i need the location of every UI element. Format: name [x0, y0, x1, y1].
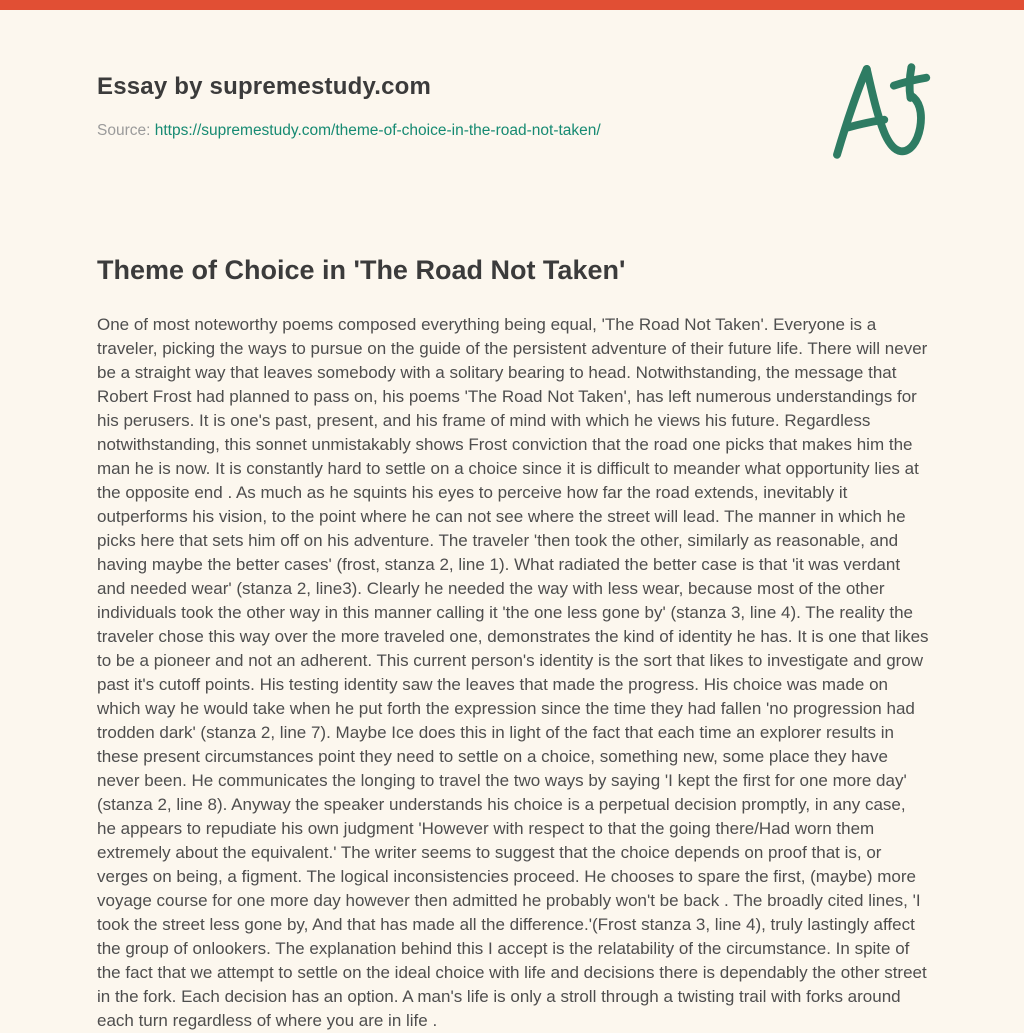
- essay-body-text: One of most noteworthy poems composed everything being equal, 'The Road Not Taken'. Everyone is a traveler, picking the ways to pursue on the guide of the persistent adventure of their future life. There will never be a straight way that leaves somebody with a solitary bearing to head. Notwithstanding, the message that Robert Frost had planned to pass on, his poems 'The Road Not Taken', has left numerous understandings for his perusers. It is one's past, present, and his frame of mind with which he views his future. Regardless notwithstanding, this sonnet unmistakably shows Frost conviction that the road one picks that makes him the man he is now. It is constantly hard to settle on a choice since it is difficult to meander what opportunity lies at the opposite end . As much as he squints his eyes to perceive how far the road extends, inevitably it outperforms his vision, to the point where he can not see where the street will lead. The manner in which he picks here that sets him off on his adventure. The traveler 'then took the other, similarly as reasonable, and having maybe the better cases' (frost, stanza 2, line 1). What radiated the better case is that 'it was verdant and needed wear' (stanza 2, line3). Clearly he needed the way with less wear, because most of the other individuals took the other way in this manner calling it 'the one less gone by' (stanza 3, line 4). The reality the traveler chose this way over the more traveled one, demonstrates the kind of identity he has. It is one that likes to be a pioneer and not an adherent. This current person's identity is the sort that likes to investigate and grow past it's cutoff points. His testing identity saw the leaves that made the progress. His choice was made on which way he would take when he put forth the expression since the time they had fallen 'no progression had trodden dark' (stanza 2, line 7). Maybe Ice does this in light of the fact that each time an explorer results in these present circumstances point they need to settle on a choice, something new, some place they have never been. He communicates the longing to travel the two ways by saying 'I kept the first for one more day' (stanza 2, line 8). Anyway the speaker understands his choice is a perpetual decision promptly, in any case, he appears to repudiate his own judgment 'However with respect to that the going there/Had worn them extremely about the equivalent.' The writer seems to suggest that the choice depends on proof that is, or verges on being, a figment. The logical inconsistencies proceed. He chooses to spare the first, (maybe) more voyage course for one more day however then admitted he probably won't be back . The broadly cited lines, 'I took the street less gone by, And that has made all the difference.'(Frost stanza 3, line 4), truly lastingly affect the group of onlookers. The explanation behind this I accept is the relatability of the circumstance. In spite of the fact that we attempt to settle on the ideal choice with life and decisions there is dependably the other street in the fork. Each decision has an option. A man's life is only a stroll through a twisting trail with forks around each turn regardless of where you are in life .: [97, 315, 929, 1030]
- a-plus-logo-icon: [823, 62, 935, 167]
- source-link[interactable]: https://supremestudy.com/theme-of-choice-in-the-road-not-taken/: [154, 122, 601, 139]
- essay-source-heading: Essay by supremestudy.com: [97, 73, 432, 100]
- source-label: Source:: [97, 122, 151, 139]
- source-line: [97, 121, 928, 141]
- page-header: [97, 0, 928, 141]
- article-title: Theme of Choice in 'The Road Not Taken': [97, 255, 626, 285]
